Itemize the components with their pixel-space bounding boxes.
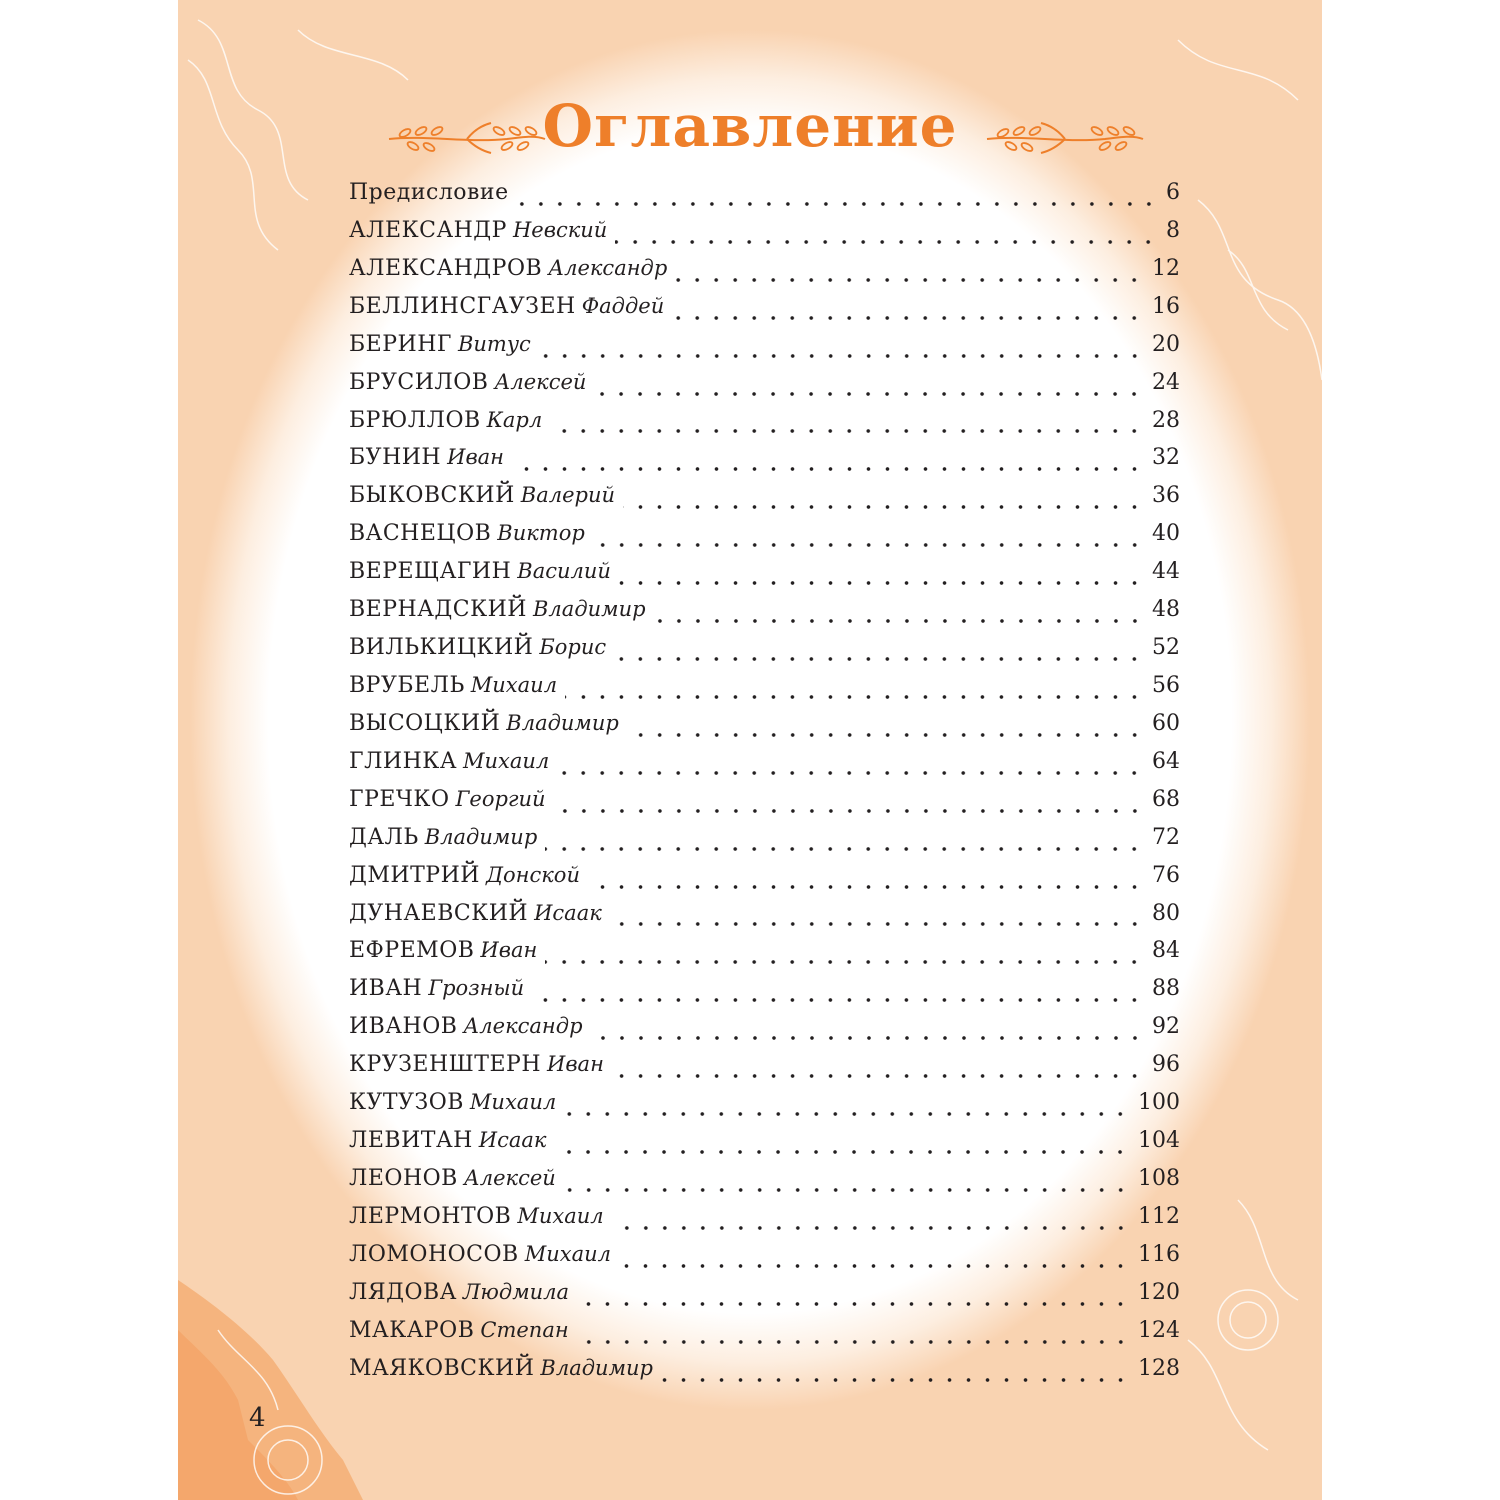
toc-entry-given-name: Борис bbox=[539, 635, 607, 660]
dot-leader bbox=[661, 1378, 1130, 1382]
toc-entry-page: 60 bbox=[1152, 710, 1180, 736]
toc-entry[interactable] bbox=[349, 408, 1180, 446]
toc-entry-page: 100 bbox=[1138, 1090, 1180, 1116]
toc-entry-surname: ВЕРНАДСКИЙ bbox=[349, 597, 527, 623]
toc-entry-title bbox=[349, 1356, 653, 1381]
toc-entry[interactable] bbox=[349, 635, 1180, 673]
toc-entry[interactable] bbox=[349, 1356, 1180, 1394]
toc-entry[interactable] bbox=[349, 1052, 1180, 1090]
toc-entry-title bbox=[349, 863, 580, 888]
toc-entry-page: 128 bbox=[1138, 1355, 1180, 1381]
toc-entry-given-name: Василий bbox=[517, 559, 611, 584]
toc-entry[interactable] bbox=[349, 483, 1180, 521]
toc-entry-title bbox=[349, 1166, 556, 1191]
dot-leader bbox=[588, 885, 1144, 889]
toc-entry-surname: Предисловие bbox=[349, 180, 509, 205]
toc-entry-page: 12 bbox=[1152, 255, 1180, 281]
toc-entry-page: 72 bbox=[1152, 824, 1180, 850]
toc-entry-given-name: Владимир bbox=[506, 710, 619, 735]
toc-entry-surname: БЕЛЛИНСГАУЗЕН bbox=[349, 293, 576, 319]
toc-entry-page: 76 bbox=[1152, 862, 1180, 888]
toc-entry-surname: АЛЕКСАНДР bbox=[349, 217, 507, 243]
dot-leader bbox=[517, 202, 1158, 206]
toc-entry-given-name: Иван bbox=[547, 1052, 604, 1077]
toc-entry-title bbox=[349, 483, 615, 508]
toc-entry-surname: КУТУЗОВ bbox=[349, 1090, 464, 1116]
toc-entry-surname: ДМИТРИЙ bbox=[349, 862, 480, 888]
toc-entry-title bbox=[349, 597, 646, 622]
toc-entry-surname: ЛОМОНОСОВ bbox=[349, 1241, 519, 1267]
dot-leader bbox=[564, 1112, 1130, 1116]
toc-entry-title bbox=[349, 1280, 569, 1305]
toc-entry-given-name: Александр bbox=[548, 255, 668, 280]
toc-entry-page: 84 bbox=[1152, 938, 1180, 964]
toc-entry-page: 80 bbox=[1152, 900, 1180, 926]
toc-entry-title bbox=[349, 673, 557, 698]
toc-entry-title bbox=[349, 1204, 604, 1229]
toc-entry-title bbox=[349, 901, 602, 926]
toc-entry-page: 44 bbox=[1152, 559, 1180, 585]
dot-leader bbox=[612, 1226, 1130, 1230]
dot-leader bbox=[545, 847, 1144, 851]
toc-entry-title bbox=[349, 445, 504, 470]
toc-entry-surname: ВРУБЕЛЬ bbox=[349, 672, 465, 698]
toc-entry-surname: ЕФРЕМОВ bbox=[349, 938, 475, 964]
toc-entry-surname: ВАСНЕЦОВ bbox=[349, 521, 492, 547]
toc-entry-title bbox=[349, 1128, 546, 1153]
toc-entry-page: 40 bbox=[1152, 521, 1180, 547]
toc-entry-title bbox=[349, 332, 531, 357]
toc-entry-page: 6 bbox=[1166, 180, 1180, 205]
toc-entry-surname: ДУНАЕВСКИЙ bbox=[349, 900, 529, 926]
toc-entry-title bbox=[349, 976, 524, 1001]
toc-entry[interactable] bbox=[349, 256, 1180, 294]
toc-entry-title bbox=[349, 787, 546, 812]
toc-entry-title bbox=[349, 749, 549, 774]
dot-leader bbox=[612, 1074, 1144, 1078]
toc-entry-given-name: Михаил bbox=[470, 672, 558, 697]
toc-entry-page: 64 bbox=[1152, 748, 1180, 774]
toc-entry-surname: ИВАН bbox=[349, 976, 423, 1002]
toc-entry-title bbox=[349, 1090, 556, 1115]
toc-entry-given-name: Донской bbox=[485, 862, 580, 887]
dot-leader bbox=[565, 695, 1144, 699]
dot-leader bbox=[591, 1036, 1144, 1040]
dot-leader bbox=[627, 733, 1144, 737]
toc-entry-page: 124 bbox=[1138, 1317, 1180, 1343]
toc-entry-page: 104 bbox=[1138, 1128, 1180, 1154]
dot-leader bbox=[654, 619, 1144, 623]
toc-entry[interactable] bbox=[349, 294, 1180, 332]
toc-entry-surname: ВЕРЕЩАГИН bbox=[349, 559, 512, 585]
dot-leader bbox=[672, 316, 1144, 320]
toc-entry[interactable] bbox=[349, 673, 1180, 711]
toc-entry-title bbox=[349, 559, 611, 584]
toc-entry-surname: КРУЗЕНШТЕРН bbox=[349, 1052, 542, 1078]
toc-entry-given-name: Александр bbox=[463, 1014, 583, 1039]
toc-entry-given-name: Иван bbox=[480, 938, 538, 963]
toc-entry[interactable] bbox=[349, 218, 1180, 256]
toc-entry-title bbox=[349, 711, 619, 736]
toc-entry-surname: БРУСИЛОВ bbox=[349, 369, 489, 395]
toc-entry-given-name: Иван bbox=[447, 445, 505, 470]
toc-entry-given-name: Степан bbox=[480, 1317, 569, 1342]
toc-entry-page: 20 bbox=[1152, 331, 1180, 357]
toc-entry-page: 36 bbox=[1152, 483, 1180, 509]
toc-entry[interactable] bbox=[349, 1166, 1180, 1204]
toc-entry[interactable] bbox=[349, 1128, 1180, 1166]
toc-entry-surname: ИВАНОВ bbox=[349, 1014, 458, 1040]
toc-entry-page: 32 bbox=[1152, 445, 1180, 471]
toc-entry-given-name: Людмила bbox=[462, 1279, 570, 1304]
toc-entry-given-name: Грозный bbox=[428, 976, 525, 1001]
toc-entry-given-name: Виктор bbox=[497, 521, 585, 546]
toc-entry[interactable] bbox=[349, 1242, 1180, 1280]
toc-entry-surname: БЕРИНГ bbox=[349, 331, 452, 357]
toc-entry-given-name: Георгий bbox=[455, 786, 546, 811]
toc-entry[interactable] bbox=[349, 1014, 1180, 1052]
toc-entry[interactable] bbox=[349, 976, 1180, 1014]
toc-entry-surname: МАКАРОВ bbox=[349, 1317, 475, 1343]
toc-entry-surname: БУНИН bbox=[349, 445, 442, 471]
toc-entry-given-name: Исаак bbox=[534, 900, 602, 925]
toc-entry-page: 112 bbox=[1138, 1203, 1180, 1229]
toc-entry[interactable] bbox=[349, 1090, 1180, 1128]
toc-entry-given-name: Михаил bbox=[517, 1203, 604, 1228]
toc-entry-surname: ЛЯДОВА bbox=[349, 1279, 457, 1305]
toc-entry-given-name: Михаил bbox=[462, 748, 550, 773]
toc-entry[interactable] bbox=[349, 938, 1180, 976]
table-of-contents bbox=[349, 180, 1180, 1394]
toc-entry-title bbox=[349, 180, 509, 205]
toc-entry-title bbox=[349, 408, 542, 433]
toc-entry[interactable] bbox=[349, 521, 1180, 559]
dot-leader bbox=[623, 505, 1144, 509]
toc-entry-page: 48 bbox=[1152, 597, 1180, 623]
toc-entry[interactable] bbox=[349, 825, 1180, 863]
toc-entry[interactable] bbox=[349, 901, 1180, 939]
dot-leader bbox=[610, 922, 1144, 926]
toc-entry-given-name: Карл bbox=[486, 407, 543, 432]
leaf-ornament-right bbox=[985, 117, 1145, 157]
toc-entry-surname: ГРЕЧКО bbox=[349, 786, 450, 812]
toc-entry-surname: АЛЕКСАНДРОВ bbox=[349, 255, 543, 281]
toc-entry-page: 116 bbox=[1138, 1241, 1180, 1267]
toc-entry-surname: МАЯКОВСКИЙ bbox=[349, 1355, 535, 1381]
toc-entry-page: 120 bbox=[1138, 1279, 1180, 1305]
dot-leader bbox=[539, 354, 1144, 358]
dot-leader bbox=[577, 1302, 1130, 1306]
toc-entry-page: 28 bbox=[1152, 407, 1180, 433]
toc-entry-surname: ЛЕОНОВ bbox=[349, 1165, 458, 1191]
toc-entry-given-name: Невский bbox=[512, 217, 608, 242]
dot-leader bbox=[554, 809, 1144, 813]
toc-entry-title bbox=[349, 294, 664, 319]
dot-leader bbox=[577, 1340, 1130, 1344]
toc-entry-surname: ЛЕРМОНТОВ bbox=[349, 1203, 512, 1229]
toc-entry-title bbox=[349, 370, 586, 395]
toc-entry[interactable] bbox=[349, 559, 1180, 597]
toc-entry-title bbox=[349, 938, 537, 963]
toc-entry-given-name: Алексей bbox=[463, 1165, 556, 1190]
toc-entry[interactable] bbox=[349, 749, 1180, 787]
dot-leader bbox=[615, 240, 1158, 244]
dot-leader bbox=[594, 392, 1144, 396]
dot-leader bbox=[554, 1150, 1130, 1154]
toc-entry[interactable] bbox=[349, 1318, 1180, 1356]
toc-entry-surname: БЫКОВСКИЙ bbox=[349, 483, 515, 509]
toc-entry-given-name: Исаак bbox=[478, 1128, 547, 1153]
toc-entry-page: 24 bbox=[1152, 369, 1180, 395]
toc-entry-surname: ЛЕВИТАН bbox=[349, 1128, 473, 1154]
toc-entry-title bbox=[349, 1052, 604, 1077]
dot-leader bbox=[675, 278, 1144, 282]
toc-entry-title bbox=[349, 218, 607, 243]
toc-entry-given-name: Владимир bbox=[424, 824, 538, 849]
toc-entry-given-name: Михаил bbox=[524, 1241, 612, 1266]
toc-entry-page: 16 bbox=[1152, 293, 1180, 319]
dot-leader bbox=[532, 998, 1144, 1002]
dot-leader bbox=[512, 467, 1144, 471]
dot-leader bbox=[614, 657, 1144, 661]
toc-entry[interactable] bbox=[349, 787, 1180, 825]
toc-entry-title bbox=[349, 256, 667, 281]
toc-entry[interactable] bbox=[349, 445, 1180, 483]
dot-leader bbox=[564, 1188, 1130, 1192]
toc-entry-surname: БРЮЛЛОВ bbox=[349, 407, 481, 433]
book-page bbox=[178, 0, 1322, 1500]
toc-entry-page: 56 bbox=[1152, 672, 1180, 698]
dot-leader bbox=[619, 581, 1144, 585]
toc-entry-surname: ВЫСОЦКИЙ bbox=[349, 710, 501, 736]
toc-entry-page: 52 bbox=[1152, 635, 1180, 661]
toc-entry-page: 92 bbox=[1152, 1014, 1180, 1040]
toc-entry-page: 108 bbox=[1138, 1165, 1180, 1191]
toc-entry-given-name: Владимир bbox=[540, 1355, 653, 1380]
toc-entry-given-name: Фаддей bbox=[581, 293, 665, 318]
toc-entry[interactable] bbox=[349, 180, 1180, 218]
toc-entry-page: 96 bbox=[1152, 1052, 1180, 1078]
dot-leader bbox=[550, 429, 1144, 433]
toc-entry[interactable] bbox=[349, 1280, 1180, 1318]
toc-entry-given-name: Алексей bbox=[494, 369, 587, 394]
dot-leader bbox=[557, 771, 1144, 775]
toc-entry-title bbox=[349, 1318, 569, 1343]
toc-entry-page: 68 bbox=[1152, 786, 1180, 812]
toc-entry[interactable] bbox=[349, 711, 1180, 749]
toc-entry-title bbox=[349, 635, 606, 660]
toc-entry-surname: ДАЛЬ bbox=[349, 824, 419, 850]
dot-leader bbox=[593, 543, 1144, 547]
toc-entry-surname: ВИЛЬКИЦКИЙ bbox=[349, 635, 534, 661]
toc-entry-title bbox=[349, 825, 537, 850]
toc-entry[interactable] bbox=[349, 332, 1180, 370]
toc-entry-given-name: Михаил bbox=[469, 1090, 557, 1115]
toc-entry[interactable] bbox=[349, 597, 1180, 635]
dot-leader bbox=[545, 960, 1144, 964]
toc-entry-page: 88 bbox=[1152, 976, 1180, 1002]
toc-entry-title bbox=[349, 1242, 611, 1267]
toc-entry[interactable] bbox=[349, 863, 1180, 901]
toc-entry-surname: ГЛИНКА bbox=[349, 748, 457, 774]
page-title: Оглавление bbox=[542, 92, 958, 160]
toc-entry-title bbox=[349, 521, 585, 546]
toc-entry[interactable] bbox=[349, 370, 1180, 408]
toc-entry-given-name: Валерий bbox=[520, 483, 616, 508]
toc-entry-given-name: Витус bbox=[457, 331, 531, 356]
toc-entry-page: 8 bbox=[1166, 217, 1180, 243]
dot-leader bbox=[619, 1264, 1130, 1268]
page-number: 4 bbox=[249, 1403, 266, 1433]
toc-entry-given-name: Владимир bbox=[533, 597, 646, 622]
toc-entry-title bbox=[349, 1014, 583, 1039]
toc-entry[interactable] bbox=[349, 1204, 1180, 1242]
